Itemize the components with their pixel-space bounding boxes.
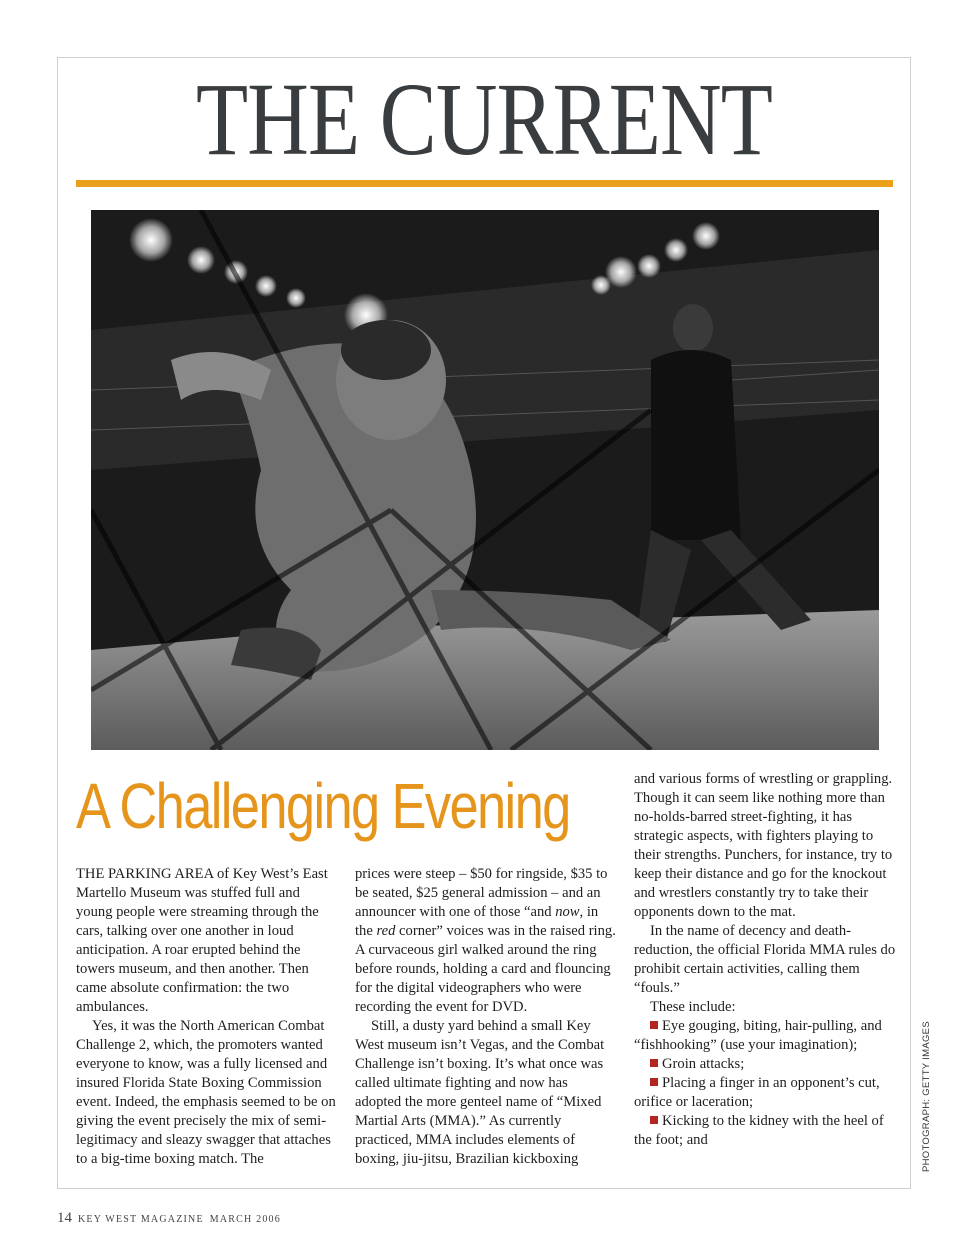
paragraph: Yes, it was the North American Combat Challenge 2, which, the promoters wanted everyone to know, was a fully licensed and insured Florida State Boxing Commission event. Indeed, the emphasis seemed to be on giving the event precisely the mix of semi-legitimacy and sleazy swagger that attaches to a big-time boxing match. The — [76, 1018, 336, 1167]
masthead-rule — [76, 180, 893, 187]
foul-text: Groin attacks; — [662, 1056, 745, 1072]
square-bullet-icon — [650, 1116, 658, 1124]
paragraph: and various forms of wrestling or grappling. Though it can seem like nothing more than no-holds-barred street-fighting, it has strategic aspects, with fighters playing to their strengths. Punchers, for instance, try to keep their distance and go for the knockout and wrestlers constantly try to take their opponents down to the mat. — [634, 771, 893, 920]
paragraph: Still, a dusty yard behind a small Key West museum isn’t Vegas, and the Combat Challenge isn’t boxing. It’s what once was called ultimate fighting and now has adopted the more genteel name of “Mixed Martial Arts (MMA).” As currently practiced, MMA includes elements of boxing, jiu-jitsu, Brazilian kickboxing — [355, 1018, 605, 1167]
square-bullet-icon — [650, 1078, 658, 1086]
article-column-3 — [634, 770, 896, 1150]
paragraph-text: of Key West’s East Martello Museum was stuffed full and young people were streaming through the cars, talking over one another in loud anticipation. A roar erupted behind the towers museum, and then another. Then came absolute confirmation: the two ambulances. — [76, 866, 328, 1015]
page-folio — [57, 1209, 281, 1227]
article-column-2 — [355, 865, 617, 1169]
emphasis: red — [376, 923, 396, 939]
issue-date: MARCH 2006 — [209, 1214, 281, 1225]
paragraph-text: corner” voices was in the raised ring. A curvaceous girl walked around the ring before rounds, holding a card and flouncing for the digital videographers who were recording the event for DVD. — [355, 923, 616, 1015]
paragraph — [76, 865, 338, 1017]
paragraph-text: prices were steep – $50 for ringside, $35 to be seated, $25 general admission – and an announcer with one of those “and — [355, 866, 608, 920]
paragraph — [355, 865, 617, 1017]
photo-credit: PHOTOGRAPH: GETTY IMAGES — [921, 1021, 932, 1172]
foul-item — [634, 1017, 896, 1055]
foul-text: Eye gouging, biting, hair-pulling, and “fishhooking” (use your imagination); — [634, 1018, 882, 1053]
square-bullet-icon — [650, 1021, 658, 1029]
masthead-title: THE CURRENT — [195, 62, 773, 177]
emphasis: now — [555, 904, 580, 920]
lead-in: THE PARKING AREA — [76, 866, 214, 882]
foul-item — [634, 1074, 896, 1112]
square-bullet-icon — [650, 1059, 658, 1067]
magazine-name: KEY WEST MAGAZINE — [78, 1214, 204, 1225]
paragraph: These include: — [650, 999, 736, 1015]
page-number: 14 — [57, 1210, 72, 1226]
foul-text: Placing a finger in an opponent’s cut, orifice or laceration; — [634, 1075, 880, 1110]
paragraph: In the name of decency and death-reduction, the official Florida MMA rules do prohibit certain activities, calling them “fouls.” — [634, 923, 896, 996]
foul-item — [634, 1112, 896, 1150]
article-column-1 — [76, 865, 338, 1169]
paragraph-text: , in the — [355, 904, 599, 939]
photo-placeholder-icon — [91, 210, 879, 750]
foul-item — [634, 1055, 896, 1074]
foul-text: Kicking to the kidney with the heel of the foot; and — [634, 1113, 884, 1148]
article-headline: A Challenging Evening — [76, 770, 570, 842]
fight-photo — [91, 210, 879, 750]
